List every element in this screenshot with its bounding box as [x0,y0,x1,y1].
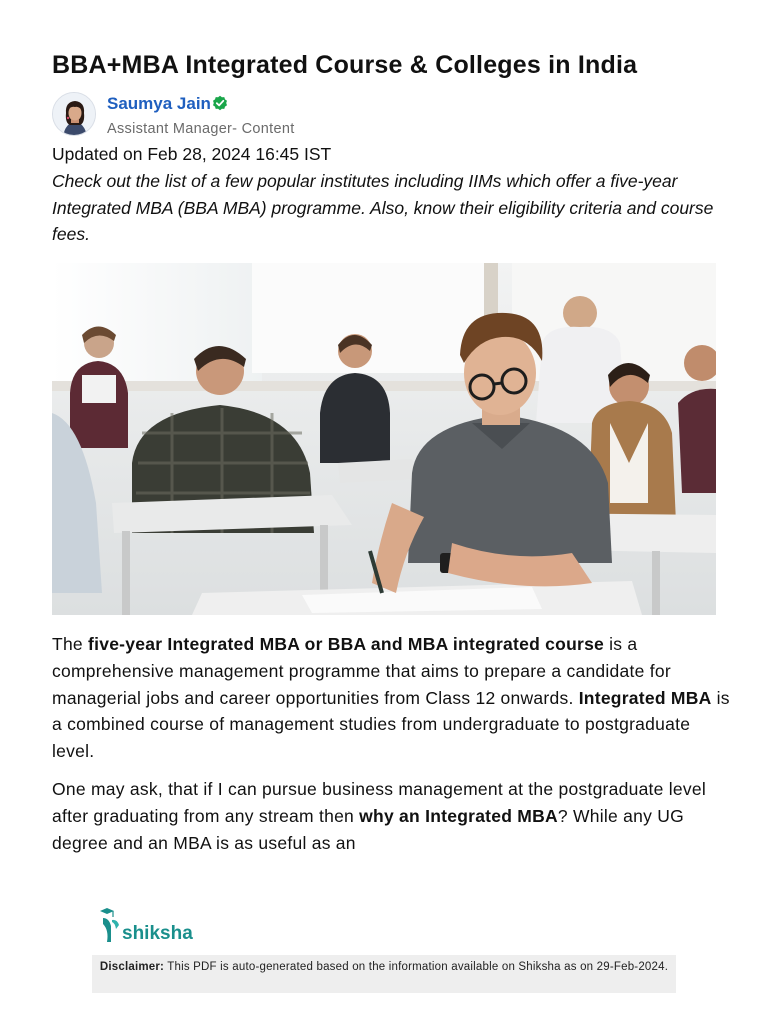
disclaimer-text: This PDF is auto-generated based on the information available on Shiksha as on 29-Feb-2024. [164,961,669,973]
author-name[interactable]: Saumya Jain [107,94,211,113]
author-role: Assistant Manager- Content [107,121,295,137]
article-summary: Check out the list of a few popular institutes including IIMs which offer a five-year Integrated MBA (BBA MBA) programme. Also, know their eligibility criteria and course fees. [52,171,714,244]
hero-image-exam-hall [52,263,716,615]
updated-date: Updated on Feb 28, 2024 16:45 IST [52,144,332,164]
why-integrated-paragraph: One may ask, that if I can pursue business management at the postgraduate level after graduating from any stream then why an Integrated MBA? While any UG degree and an MBA is as useful as an [52,779,707,853]
author-avatar[interactable] [52,92,96,136]
verified-badge-icon [212,95,228,116]
author-block [52,92,712,136]
disclaimer-label: Disclaimer: [99,961,165,973]
article-title: BBA+MBA Integrated Course & Colleges in India [52,51,638,79]
shiksha-logo-text: shiksha [122,923,193,944]
intro-paragraph: The five-year Integrated MBA or BBA and MBA integrated course is a comprehensive management programme that aims to prepare a candidate for managerial jobs and career opportunities from Class 12 onwards. Integrated MBA is a combined course of management studies from undergraduate to postgraduate level. [52,634,730,762]
author-name-link[interactable] [107,94,228,116]
disclaimer-box [92,955,676,993]
shiksha-logo [100,906,210,946]
